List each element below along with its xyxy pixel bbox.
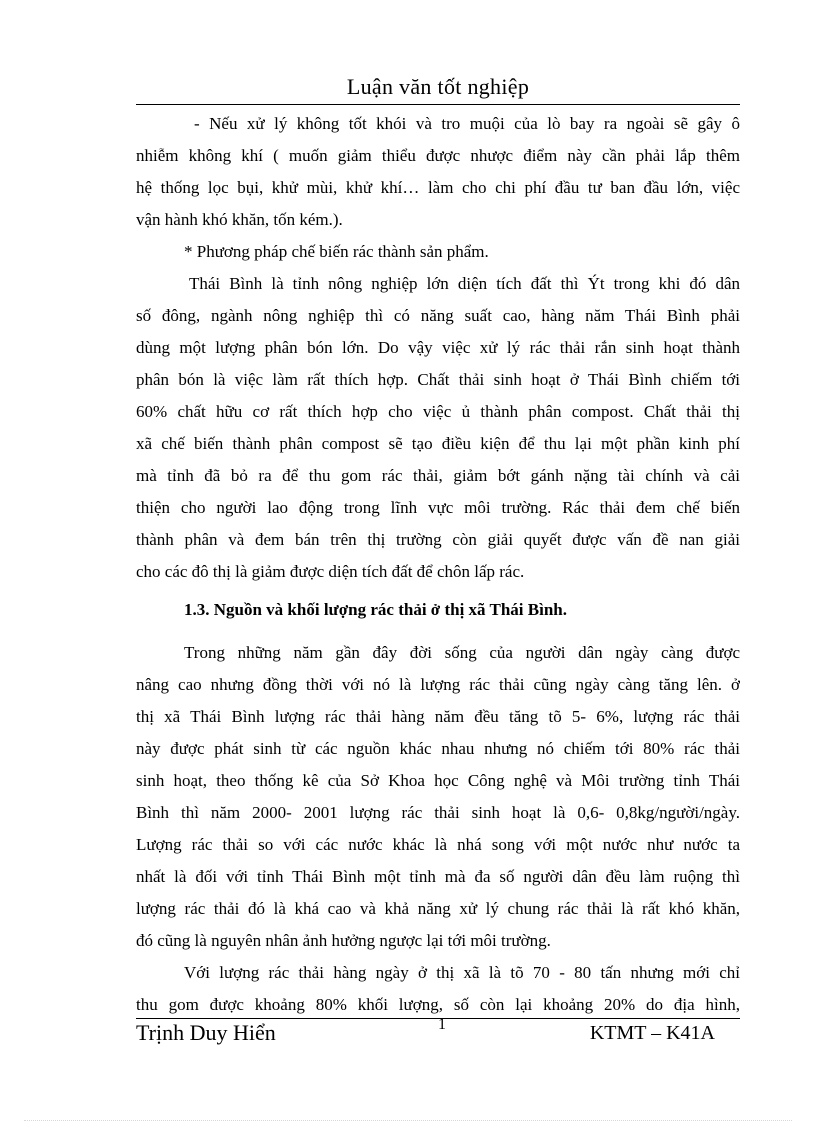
paragraph-compost	[136, 268, 740, 588]
header-rule	[136, 104, 740, 105]
page-edge-divider	[24, 1120, 792, 1121]
text-line: phân bón là việc làm rất thích hợp. Chất thải sinh hoạt ở Thái Bình chiếm tới	[136, 370, 740, 389]
text-line: lượng rác thải đó là khá cao và khả năng xử lý chung rác thải là rất khó khăn,	[136, 899, 740, 918]
text-line: sinh hoạt, theo thống kê của Sở Khoa học Công nghệ và Môi trường tỉnh Thái	[136, 771, 740, 790]
text-line: - Nếu xử lý không tốt khói và tro muội của lò bay ra ngoài sẽ gây ô	[194, 114, 740, 133]
text-line: * Phương pháp chế biến rác thành sản phẩm.	[184, 242, 489, 261]
text-line: Với lượng rác thải hàng ngày ở thị xã là tõ 70 - 80 tấn nhưng mới chỉ	[184, 963, 740, 982]
text-line: nhiễm không khí ( muốn giảm thiểu được nhược điểm này cần phải lắp thêm	[136, 146, 740, 165]
footer-class: KTMT – K41A	[589, 1022, 715, 1044]
text-line: đó cũng là nguyên nhân ảnh hưởng ngược lại tới môi trường.	[136, 931, 551, 950]
text-line: thiện cho người lao động trong lĩnh vực môi trường. Rác thải đem chế biến	[136, 498, 740, 517]
text-line: mà tỉnh đã bỏ ra để thu gom rác thải, giảm bớt gánh nặng tài chính và cải	[136, 466, 740, 485]
text-line: thành phân và đem bán trên thị trường còn giải quyết được vấn đề nan giải	[136, 530, 740, 549]
text-line: Bình thì năm 2000- 2001 lượng rác thải sinh hoạt là 0,6- 0,8kg/người/ngày.	[136, 803, 740, 822]
text-line: số đông, ngành nông nghiệp thì có năng suất cao, hàng năm Thái Bình phải	[136, 306, 740, 325]
text-line: cho các đô thị là giảm được diện tích đất để chôn lấp rác.	[136, 562, 525, 581]
text-line: 60% chất hữu cơ rất thích hợp cho việc ủ thành phân compost. Chất thải thị	[136, 402, 740, 421]
text-line: thị xã Thái Bình lượng rác thải hàng năm đều tăng tõ 5- 6%, lượng rác thải	[136, 707, 740, 726]
paragraph-waste-volume	[136, 637, 740, 957]
text-line: vận hành khó khăn, tốn kém.).	[136, 210, 343, 229]
text-line: dùng một lượng phân bón lớn. Do vậy việc xử lý rác thải rắn sinh hoạt thành	[136, 338, 740, 357]
paragraph-incinerator-drawbacks	[136, 108, 740, 236]
footer-author: Trịnh Duy Hiển	[136, 1020, 276, 1045]
text-line: Thái Bình là tỉnh nông nghiệp lớn diện tích đất thì Ýt trong khi đó dân	[189, 274, 740, 293]
text-line: thu gom được khoảng 80% khối lượng, số còn lại khoảng 20% do địa hình,	[136, 995, 740, 1014]
text-line: nhất là đối với tỉnh Thái Bình một tỉnh mà đa số người dân đều làm ruộng thì	[136, 867, 740, 886]
text-line: hệ thống lọc bụi, khử mùi, khử khí… làm cho chi phí đầu tư ban đầu lớn, việc	[136, 178, 740, 197]
page-header-title: Luận văn tốt nghiệp	[346, 74, 530, 99]
document-body	[136, 108, 740, 1021]
text-line: nâng cao nhưng đồng thời với nó là lượng rác thải cũng ngày càng tăng lên. ở	[136, 675, 740, 694]
text-line: Trong những năm gần đây đời sống của người dân ngày càng được	[184, 643, 740, 662]
text-line: Lượng rác thải so với các nước khác là nhá song với một nước như nước ta	[136, 835, 740, 854]
section-heading: 1.3. Nguồn và khối lượng rác thải ở thị xã Thái Bình.	[184, 600, 567, 619]
paragraph-method-title	[136, 236, 740, 268]
page-number: 1	[438, 1016, 446, 1033]
text-line: này được phát sinh từ các nguồn khác nhau nhưng nó chiếm tới 80% rác thải	[136, 739, 740, 758]
text-line: xã chế biến thành phân compost sẽ tạo điều kiện để thu lại một phần kinh phí	[136, 434, 740, 453]
paragraph-daily-volume	[136, 957, 740, 1021]
